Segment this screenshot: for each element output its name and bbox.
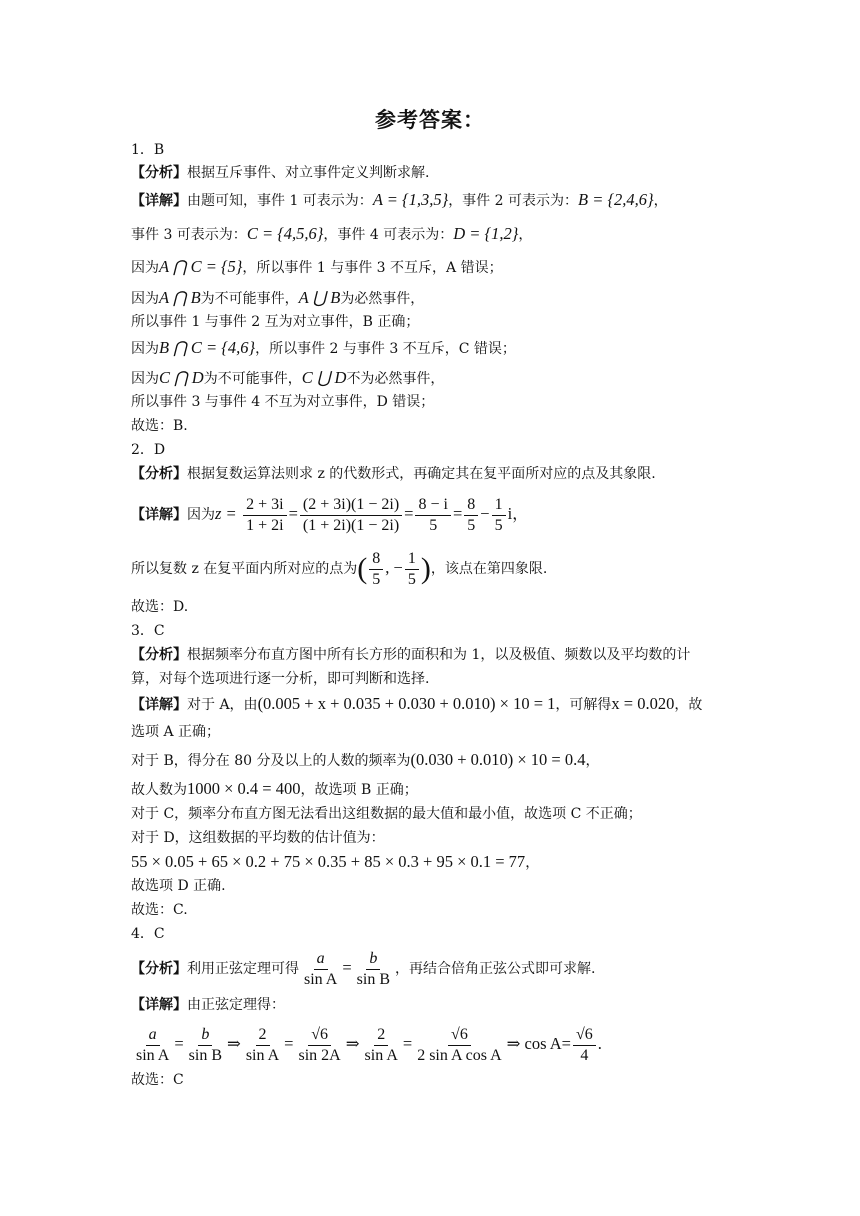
text: 事件 3 可表示为： (131, 227, 247, 243)
text: ，故选项 B 正确； (300, 782, 418, 798)
text: ， (653, 193, 668, 209)
fraction (295, 1025, 343, 1066)
denominator: sin A (245, 1046, 280, 1064)
q3-detail-line6: 对于 D，这组数据的平均数的估计值为： (131, 830, 385, 846)
page-title: 参考答案： (375, 108, 485, 132)
detail-tag: 【详解】 (131, 997, 187, 1013)
fraction (133, 1025, 172, 1066)
math: ⇒ (506, 1034, 521, 1053)
q1-answer: 1．B (131, 142, 165, 158)
fraction (301, 949, 340, 990)
fraction (415, 495, 450, 536)
text: ，该点在第四象限. (430, 561, 548, 577)
set-b: B = {2,4,6} (578, 190, 654, 209)
numerator: 2 (374, 1025, 388, 1046)
math: A ⋃ B (298, 288, 341, 307)
q2-answer: 2．D (131, 442, 166, 458)
text: 故人数为 (131, 782, 187, 798)
q4-conclusion: 故选：C (131, 1072, 184, 1088)
fraction (186, 1025, 225, 1066)
math: = (404, 504, 414, 523)
math: A ⋂ C = {5} (159, 257, 243, 276)
math: 1000 × 0.4 = 400 (187, 779, 301, 798)
q3-detail-line2: 选项 A 正确； (131, 724, 221, 740)
numerator: 1 (492, 495, 506, 516)
math: ⇒ (345, 1034, 360, 1053)
q3-analysis-line2: 算，对每个选项进行逐一分析，即可判断和选择. (131, 671, 430, 687)
detail-tag: 【详解】 (131, 507, 187, 523)
fraction (405, 549, 419, 590)
analysis-tag: 【分析】 (131, 647, 187, 663)
fraction (354, 949, 393, 990)
set-a: A = {1,3,5} (372, 190, 449, 209)
text: 所以复数 z 在复平面内所对应的点为 (131, 561, 358, 577)
math: = (284, 1034, 294, 1053)
math: , − (385, 558, 403, 577)
q4-answer: 4．C (131, 926, 165, 942)
fraction (369, 549, 383, 590)
q1-detail-line7 (131, 368, 444, 389)
q1-detail-line1 (131, 190, 668, 211)
fraction (243, 495, 286, 536)
set-d: D = {1,2} (453, 224, 519, 243)
text: 因为 (131, 371, 159, 387)
q4-derivation (131, 1022, 602, 1067)
fraction (573, 1025, 596, 1066)
math: = (342, 958, 352, 977)
denominator: 5 (429, 516, 438, 534)
numerator: √6 (573, 1025, 596, 1046)
q3-detail-line1 (131, 694, 702, 715)
q1-detail-line4 (131, 288, 424, 309)
denominator: sin A (136, 1046, 170, 1064)
analysis-tag: 【分析】 (131, 961, 187, 977)
text: ，再结合倍角正弦公式即可求解. (395, 961, 596, 977)
text: 为不可能事件， (200, 291, 299, 307)
q3-detail-line4 (131, 779, 418, 800)
numerator: a (314, 949, 328, 970)
denominator: sin A (364, 1046, 398, 1064)
q1-analysis (131, 163, 429, 183)
numerator: 8 (369, 549, 383, 570)
q4-detail (131, 995, 285, 1015)
text: 因为 (131, 291, 159, 307)
q1-conclusion: 故选：B. (131, 418, 188, 434)
numerator: 1 (405, 549, 419, 570)
text: ，所以事件 2 与事件 3 不互斥，C 错误； (255, 341, 516, 357)
denominator: 5 (467, 516, 476, 534)
fraction (243, 1025, 282, 1066)
fraction (464, 495, 478, 536)
text: 因为 (187, 507, 215, 523)
text: 由正弦定理得： (187, 997, 285, 1013)
denominator: 5 (494, 516, 503, 534)
numerator: (2 + 3i)(1 − 2i) (300, 495, 402, 516)
denominator: sin B (356, 970, 390, 988)
text: ，可解得 (555, 697, 612, 713)
detail-tag: 【详解】 (131, 193, 187, 209)
q3-analysis-line1 (131, 645, 690, 665)
denominator: 4 (580, 1046, 589, 1064)
text: ，故 (674, 697, 703, 713)
text: 由题可知，事件 1 可表示为： (187, 193, 373, 209)
math: C ⋂ D (159, 368, 204, 387)
text: 对于 B，得分在 80 分及以上的人数的频率为 (131, 753, 411, 769)
text: ， (585, 753, 600, 769)
fraction (362, 1025, 401, 1066)
q3-detail-line3 (131, 750, 599, 771)
q3-detail-line5: 对于 C，频率分布直方图无法看出这组数据的最大值和最小值，故选项 C 不正确； (131, 806, 642, 822)
text: 对于 A，由 (187, 697, 258, 713)
q1-detail-line8: 所以事件 3 与事件 4 不互为对立事件，D 错误； (131, 394, 435, 410)
q2-conclusion: 故选：D. (131, 599, 189, 615)
q3-answer: 3．C (131, 623, 165, 639)
q3-conclusion: 故选：C. (131, 902, 188, 918)
numerator: b (366, 949, 380, 970)
math: 55 × 0.05 + 65 × 0.2 + 75 × 0.35 + 85 × 0.3 + 95 × 0.1 = 77 (131, 852, 526, 871)
math: i， (507, 504, 529, 523)
math: B ⋂ C = {4,6} (159, 338, 256, 357)
math: − (480, 504, 490, 523)
denominator: 5 (407, 570, 416, 588)
math: ⇒ (227, 1034, 241, 1053)
math: = (174, 1034, 184, 1053)
paren: ) (420, 552, 431, 585)
math: cos A= (524, 1034, 571, 1053)
math: = (402, 1034, 413, 1053)
q3-detail-line7 (131, 852, 539, 873)
numerator: 2 + 3i (243, 495, 286, 516)
math: (0.005 + x + 0.035 + 0.030 + 0.010) × 10 = 1 (257, 694, 556, 713)
denominator: 5 (372, 570, 381, 588)
numerator: √6 (448, 1025, 471, 1046)
numerator: a (146, 1025, 160, 1046)
set-c: C = {4,5,6} (246, 224, 324, 243)
text: 因为 (131, 341, 159, 357)
math: = (288, 504, 298, 523)
analysis-tag: 【分析】 (131, 466, 187, 482)
text: ， (518, 227, 533, 243)
numerator: 8 − i (415, 495, 450, 516)
fraction (414, 1025, 504, 1066)
numerator: 2 (256, 1025, 270, 1046)
math: . (597, 1034, 602, 1053)
math: (0.030 + 0.010) × 10 = 0.4 (410, 750, 586, 769)
denominator: sin 2A (298, 1046, 341, 1064)
analysis-text: 根据频率分布直方图中所有长方形的面积和为 1，以及极值、频数以及平均数的计 (187, 647, 691, 663)
denominator: sin A (304, 970, 338, 988)
text: ， (525, 855, 540, 871)
text: ，事件 4 可表示为： (323, 227, 454, 243)
numerator: √6 (308, 1025, 331, 1046)
text: ，事件 2 可表示为： (448, 193, 578, 209)
q4-analysis (131, 946, 595, 991)
q3-detail-line8: 故选项 D 正确. (131, 878, 226, 894)
text: 为必然事件， (340, 291, 425, 307)
text: ，所以事件 1 与事件 3 不互斥，A 错误； (242, 260, 503, 276)
paren: ( (357, 552, 368, 585)
analysis-text: 根据互斥事件、对立事件定义判断求解. (187, 165, 430, 181)
text: 不为必然事件， (346, 371, 445, 387)
fraction (300, 495, 402, 536)
q1-detail-line2 (131, 224, 532, 245)
text: 因为 (131, 260, 159, 276)
denominator: 2 sin A cos A (417, 1046, 502, 1064)
q1-detail-line5: 所以事件 1 与事件 2 互为对立事件，B 正确； (131, 314, 420, 330)
q1-detail-line6 (131, 338, 516, 359)
text: 利用正弦定理可得 (187, 961, 299, 977)
denominator: sin B (188, 1046, 222, 1064)
math: x = 0.020 (611, 694, 675, 713)
numerator: 8 (464, 495, 478, 516)
denominator: 1 + 2i (246, 516, 284, 534)
q2-detail-line2 (131, 546, 547, 591)
math: z = (215, 504, 237, 523)
fraction (492, 495, 506, 536)
math: = (452, 504, 463, 523)
q2-analysis (131, 464, 656, 484)
q1-detail-line3 (131, 257, 503, 278)
q2-detail-line1 (131, 492, 529, 537)
numerator: b (198, 1025, 212, 1046)
denominator: (1 + 2i)(1 − 2i) (302, 516, 400, 534)
analysis-tag: 【分析】 (131, 165, 187, 181)
analysis-text: 根据复数运算法则求 z 的代数形式，再确定其在复平面所对应的点及其象限. (187, 466, 656, 482)
text: 为不可能事件， (203, 371, 302, 387)
math: A ⋂ B (159, 288, 201, 307)
math: C ⋃ D (301, 368, 347, 387)
detail-tag: 【详解】 (131, 697, 187, 713)
